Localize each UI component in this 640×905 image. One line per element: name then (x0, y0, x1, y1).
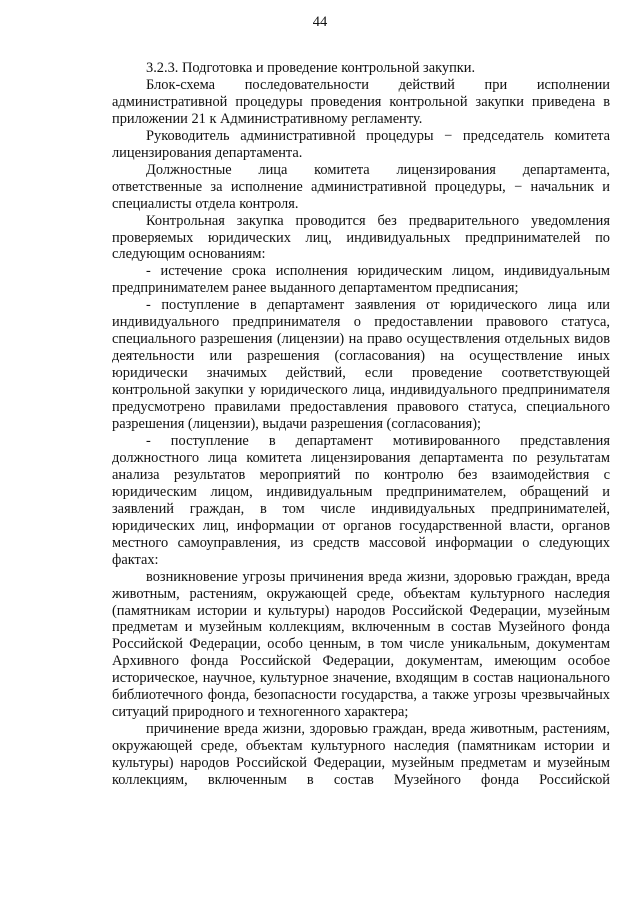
paragraph-grounds-intro: Контрольная закупка проводится без предварительного уведомления проверяемых юридических лиц, индивидуальных предпринимателей по следующим основаниям: (112, 212, 610, 263)
page-number: 44 (312, 14, 328, 30)
paragraph-procedure-head: Руководитель административной процедуры − председатель комитета лицензирования департамента. (112, 127, 610, 161)
paragraph-ground-order-expiry: - истечение срока исполнения юридическим лицом, индивидуальным предпринимателем ранее выданного департаментом предписания; (112, 263, 610, 297)
paragraph-section-heading: 3.2.3. Подготовка и проведение контрольной закупки. (146, 60, 476, 76)
paragraph-ground-motivated-submission: - поступление в департамент мотивированного представления должностного лица комитета лицензирования департамента по результатам анализа результатов мероприятий по контролю без взаимодействия с юридическим лицом, индивидуальным предпринимателем, обращений и заявлений граждан, в том числе индивидуальных предпринимателей, юридических лиц, информации от органов государственной власти, органов местного самоуправления, из средств массовой информации о следующих фактах: (112, 432, 610, 568)
paragraph-fact-harm: причинение вреда жизни, здоровью граждан, вреда животным, растениям, окружающей среде, объектам культурного наследия (памятникам истории и культуры) народов Российской Федерации, музейным предметам и музейным коллекциям, включенным в состав Музейного фонда Российской (112, 721, 610, 789)
paragraph-ground-application: - поступление в департамент заявления от юридического лица или индивидуального предпринимателя о предоставлении правового статуса, специального разрешения (лицензии) на право осуществления отдельных видов деятельности или разрешения (согласования) на осуществление иных юридически значимых действий, если проведение соответствующей контрольной закупки у юридического лица, индивидуального предпринимателя предусмотрено правилами предоставления правового статуса, специального разрешения (лицензии), выдачи разрешения (согласования); (112, 297, 610, 433)
document-body (112, 60, 610, 789)
paragraph-responsible-officials: Должностные лица комитета лицензирования департамента, ответственные за исполнение административной процедуры, − начальник и специалисты отдела контроля. (112, 161, 610, 212)
paragraph-flowchart-reference: Блок-схема последовательности действий при исполнении административной процедуры проведения контрольной закупки приведена в приложении 21 к Административному регламенту. (112, 76, 610, 127)
paragraph-fact-threat: возникновение угрозы причинения вреда жизни, здоровью граждан, вреда животным, растениям, окружающей среде, объектам культурного наследия (памятникам истории и культуры) народов Российской Федерации, музейным предметам и музейным коллекциям, включенным в состав Музейного фонда Российской Федерации, особо ценным, в том числе уникальным, документам Архивного фонда Российской Федерации, документам, имеющим особое историческое, научное, культурное значение, входящим в состав национального библиотечного фонда, безопасности государства, а также угрозы чрезвычайных ситуаций природного и техногенного характера; (112, 568, 610, 721)
